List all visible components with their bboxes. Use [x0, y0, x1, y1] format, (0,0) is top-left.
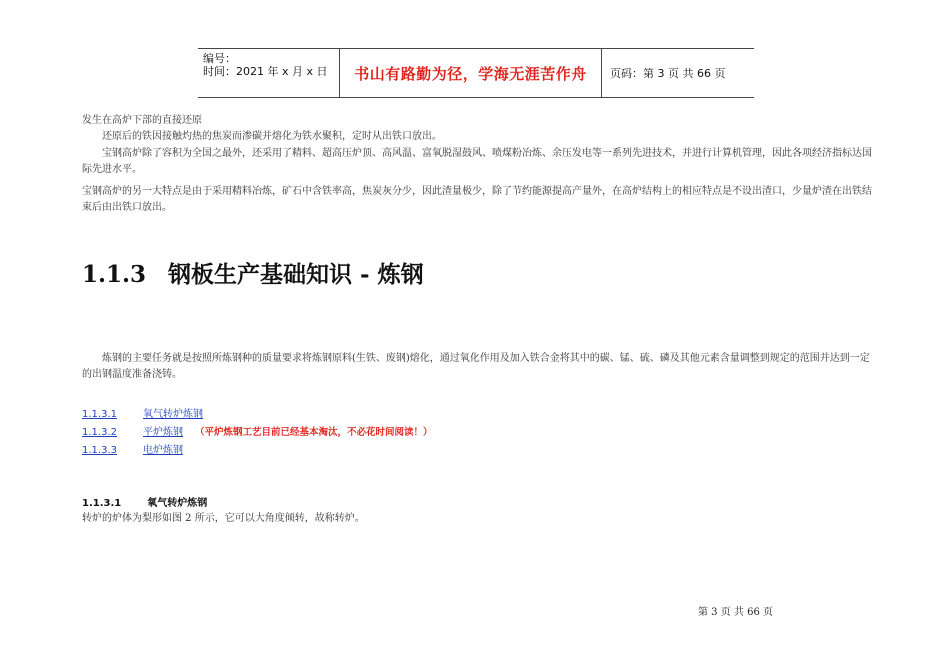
subsection-title: 氧气转炉炼钢: [147, 498, 208, 509]
toc-warning-note: （平炉炼钢工艺目前已经基本淘汰，不必花时间阅读！）: [195, 427, 433, 438]
section-heading: [82, 256, 424, 289]
header-number-label: 编号：: [203, 52, 236, 65]
toc-item-1[interactable]: [82, 405, 203, 420]
header-meta: [198, 49, 340, 97]
header-time-label: 时间：2021 年 x 月 x 日: [203, 65, 328, 78]
section-title: 钢板生产基础知识 - 炼钢: [168, 261, 424, 288]
toc-link-2[interactable]: 1.1.3.2 平炉炼钢: [82, 427, 183, 438]
page-header: [198, 48, 754, 98]
subsection-heading: [82, 494, 207, 509]
body-paragraph-1: 发生在高炉下部的直接还原: [82, 115, 202, 126]
toc-item-3[interactable]: [82, 441, 183, 456]
subsection-text: 转炉的炉体为梨形如图 2 所示，它可以大角度倾转，故称转炉。: [82, 513, 365, 524]
section-intro: 炼钢的主要任务就是按照所炼钢种的质量要求将炼钢原料(生铁、废钢)熔化，通过氧化作用及加入铁合金将其中的碳、锰、硫、磷及其他元素含量调整到规定的范围并达到一定的出钢温度准备浇铸。: [82, 353, 870, 380]
toc-link-3[interactable]: 1.1.3.3 电炉炼钢: [82, 445, 183, 456]
body-paragraph-2: 还原后的铁因接触灼热的焦炭而渗碳并熔化为铁水聚积，定时从出铁口放出。: [102, 131, 442, 142]
toc-link-1[interactable]: 1.1.3.1 氧气转炉炼钢: [82, 409, 203, 420]
subsection-number: 1.1.3.1: [82, 498, 122, 509]
header-page-label: 页码：第 3 页 共 66 页: [610, 67, 726, 80]
page-footer: 第 3 页 共 66 页: [698, 607, 773, 618]
section-number: 1.1.3: [82, 261, 147, 288]
body-paragraph-4: 宝钢高炉的另一大特点是由于采用精料冶炼，矿石中含铁率高，焦炭灰分少，因此渣量极少，除了节约能源提高产量外，在高炉结构上的相应特点是不设出渣口，少量炉渣在出铁结束后由出铁口放出。: [82, 186, 872, 213]
toc-item-2[interactable]: [82, 423, 433, 438]
body-paragraph-3: 宝钢高炉除了容积为全国之最外，还采用了精料、超高压炉顶、高风温、富氧脱湿鼓风、喷煤粉冶炼、余压发电等一系列先进技术，并进行计算机管理，因此各项经济指标达国际先进水平。: [82, 148, 872, 175]
header-motto: 书山有路勤为径，学海无涯苦作舟: [340, 49, 602, 97]
